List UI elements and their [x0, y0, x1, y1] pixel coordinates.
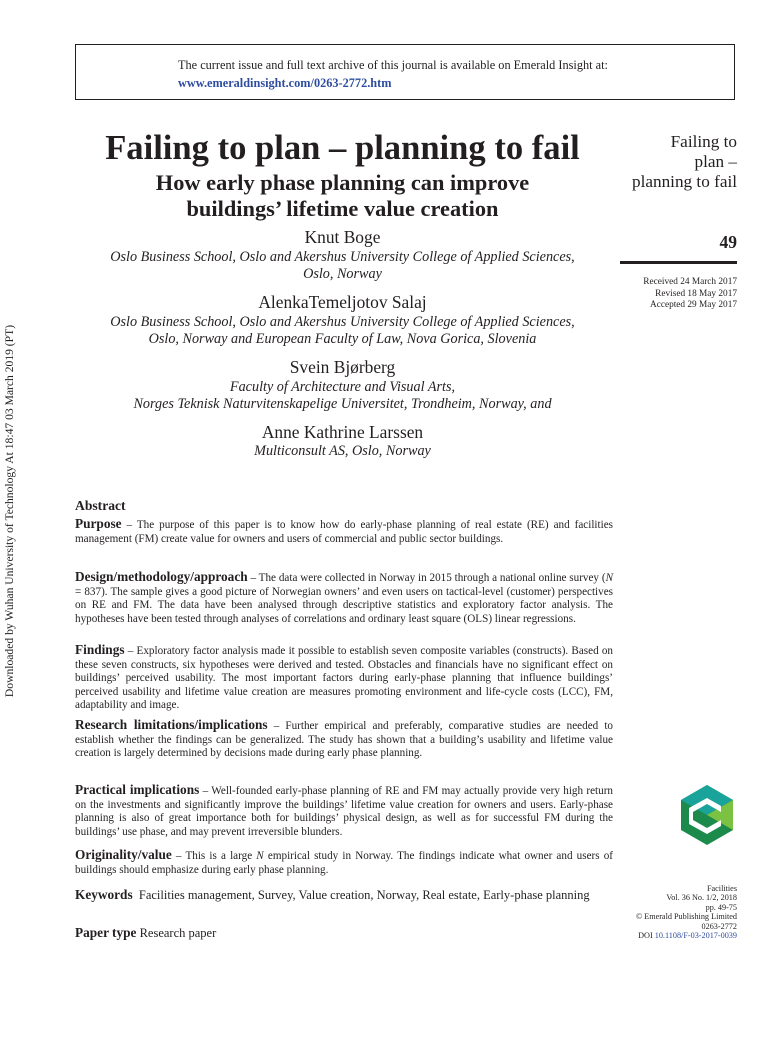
running-head-line: Failing to — [670, 132, 737, 151]
page-number: 49 — [719, 232, 737, 252]
affiliation-line: Oslo Business School, Oslo and Akershus University College of Applied Sciences, — [110, 249, 575, 265]
keywords — [75, 886, 613, 904]
limitations-label: Research limitations/implications — [75, 717, 268, 732]
subtitle-line-1: How early phase planning can improve — [155, 170, 530, 195]
abstract-originality — [75, 848, 613, 877]
abstract-limitations — [75, 718, 613, 761]
doi-label: DOI — [638, 931, 653, 941]
paper-subtitle — [75, 170, 610, 222]
paper-type — [75, 925, 216, 941]
divider-rule — [620, 261, 737, 264]
keywords-label: Keywords — [75, 887, 133, 902]
journal-issn: 0263-2772 — [701, 921, 737, 931]
affiliation-line: Oslo, Norway — [303, 266, 382, 282]
journal-name: Facilities — [706, 884, 737, 893]
affiliation-line: Oslo, Norway and European Faculty of Law, Nova Gorica, Slovenia — [148, 331, 537, 347]
abstract-findings — [75, 643, 613, 713]
affiliation-line: Multiconsult AS, Oslo, Norway — [254, 443, 431, 459]
purpose-text: – The purpose of this paper is to know how do early-phase planning of real estate (RE) and facilities management (FM) create value for owners and users of commercial and public sector buildings. — [75, 519, 613, 545]
author-affiliation — [75, 443, 610, 460]
findings-text: – Exploratory factor analysis made it possible to establish seven composite variables (constructs). Based on these seven constructs, six hypotheses were derived and tested. Obstacles and financials have no significant effect on buildings’ perceived usability. The most important factors during early-phase planning that influence buildings’ perceived usability and lifetime value creation are measures promoting environment and life-cycle costs (LCC), FM, adaptability and image. — [75, 645, 613, 712]
purpose-label: Purpose — [75, 516, 122, 531]
running-head-line: plan – — [694, 152, 737, 171]
findings-label: Findings — [75, 642, 125, 657]
journal-url-link[interactable]: www.emeraldinsight.com/0263-2772.htm — [178, 76, 392, 90]
subtitle-line-2: buildings’ lifetime value creation — [186, 196, 499, 221]
journal-doi — [612, 931, 737, 940]
paper-title: Failing to plan – planning to fail — [105, 129, 580, 167]
running-head — [612, 132, 737, 192]
design-text-b: = 837). The sample gives a good picture of Norwegian owners’ and even users on tactical-level (customer) perspectives on RE and FM. The data have been analysed through descriptive statistics and exploratory factor analysis. The hypotheses have been tested through analyses of correlations and ordinary least square (OLS) linear regressions. — [75, 585, 613, 625]
author-name: Knut Boge — [304, 227, 381, 247]
revised-date: Revised 18 May 2017 — [655, 288, 737, 299]
author-affiliation — [75, 314, 610, 348]
abstract-practical — [75, 783, 613, 839]
archive-notice-text: The current issue and full text archive of this journal is available on Emerald Insight at: — [178, 58, 608, 72]
originality-n-symbol: N — [256, 850, 264, 862]
author-name: AlenkaTemeljotov Salaj — [258, 292, 427, 312]
journal-copyright: © Emerald Publishing Limited — [635, 912, 737, 922]
originality-text-b: empirical study in Norway. The findings indicate what owner and users of buildings should emphasize during early phase planning. — [75, 850, 613, 876]
keywords-text: Facilities management, Survey, Value creation, Norway, Real estate, Early-phase planning — [138, 888, 590, 902]
author-name: Svein Bjørberg — [289, 357, 396, 377]
paper-type-text: Research paper — [139, 926, 217, 940]
abstract-design — [75, 570, 613, 626]
design-n-symbol: N — [605, 572, 613, 584]
affiliation-line: Oslo Business School, Oslo and Akershus University College of Applied Sciences, — [110, 314, 575, 330]
originality-text-a: – This is a large — [171, 850, 257, 862]
practical-text: – Well-founded early-phase planning of RE and FM may actually provide very high return on the investments and significantly improve the buildings’ lifetime value creation for owners and users. Early-phase planning is also of great importance both for buildings’ physical design, as well as for successful FM during the buildings’ use phase, and may prevent irreversible blunders. — [75, 785, 613, 838]
paper-type-label: Paper type — [75, 925, 137, 940]
limitations-text: – Further empirical and preferably, comparative studies are needed to establish whether the findings can be generalized. The study has shown that a building’s usability and lifetime value creation is largely determined by decisions made during early phase planning. — [75, 720, 614, 760]
affiliation-line: Faculty of Architecture and Visual Arts, — [229, 379, 456, 395]
design-label: Design/methodology/approach — [75, 569, 248, 584]
submission-dates — [612, 277, 737, 312]
originality-label: Originality/value — [75, 847, 172, 862]
abstract-heading: Abstract — [75, 498, 126, 513]
received-date: Received 24 March 2017 — [643, 277, 737, 287]
author-name: Anne Kathrine Larssen — [261, 422, 424, 442]
journal-info — [612, 884, 737, 940]
accepted-date: Accepted 29 May 2017 — [649, 300, 737, 310]
running-head-line: planning to fail — [631, 172, 737, 191]
author-affiliation — [75, 249, 610, 283]
download-stamp: Downloaded by Wuhan University of Technology At 18:47 03 March 2019 (PT) — [3, 324, 16, 698]
abstract-purpose — [75, 517, 613, 546]
practical-label: Practical implications — [75, 782, 200, 797]
doi-link[interactable]: 10.1108/F-03-2017-0039 — [654, 931, 737, 941]
author-affiliation — [75, 379, 610, 413]
archive-notice-box — [75, 44, 735, 100]
journal-pages: pp. 49-75 — [705, 902, 737, 912]
journal-volume: Vol. 36 No. 1/2, 2018 — [666, 893, 737, 903]
affiliation-line: Norges Teknisk Naturvitenskapelige Universitet, Trondheim, Norway, and — [133, 396, 552, 412]
design-text-a: – The data were collected in Norway in 2015 through a national online survey ( — [247, 572, 606, 584]
emerald-logo-icon — [677, 785, 737, 845]
